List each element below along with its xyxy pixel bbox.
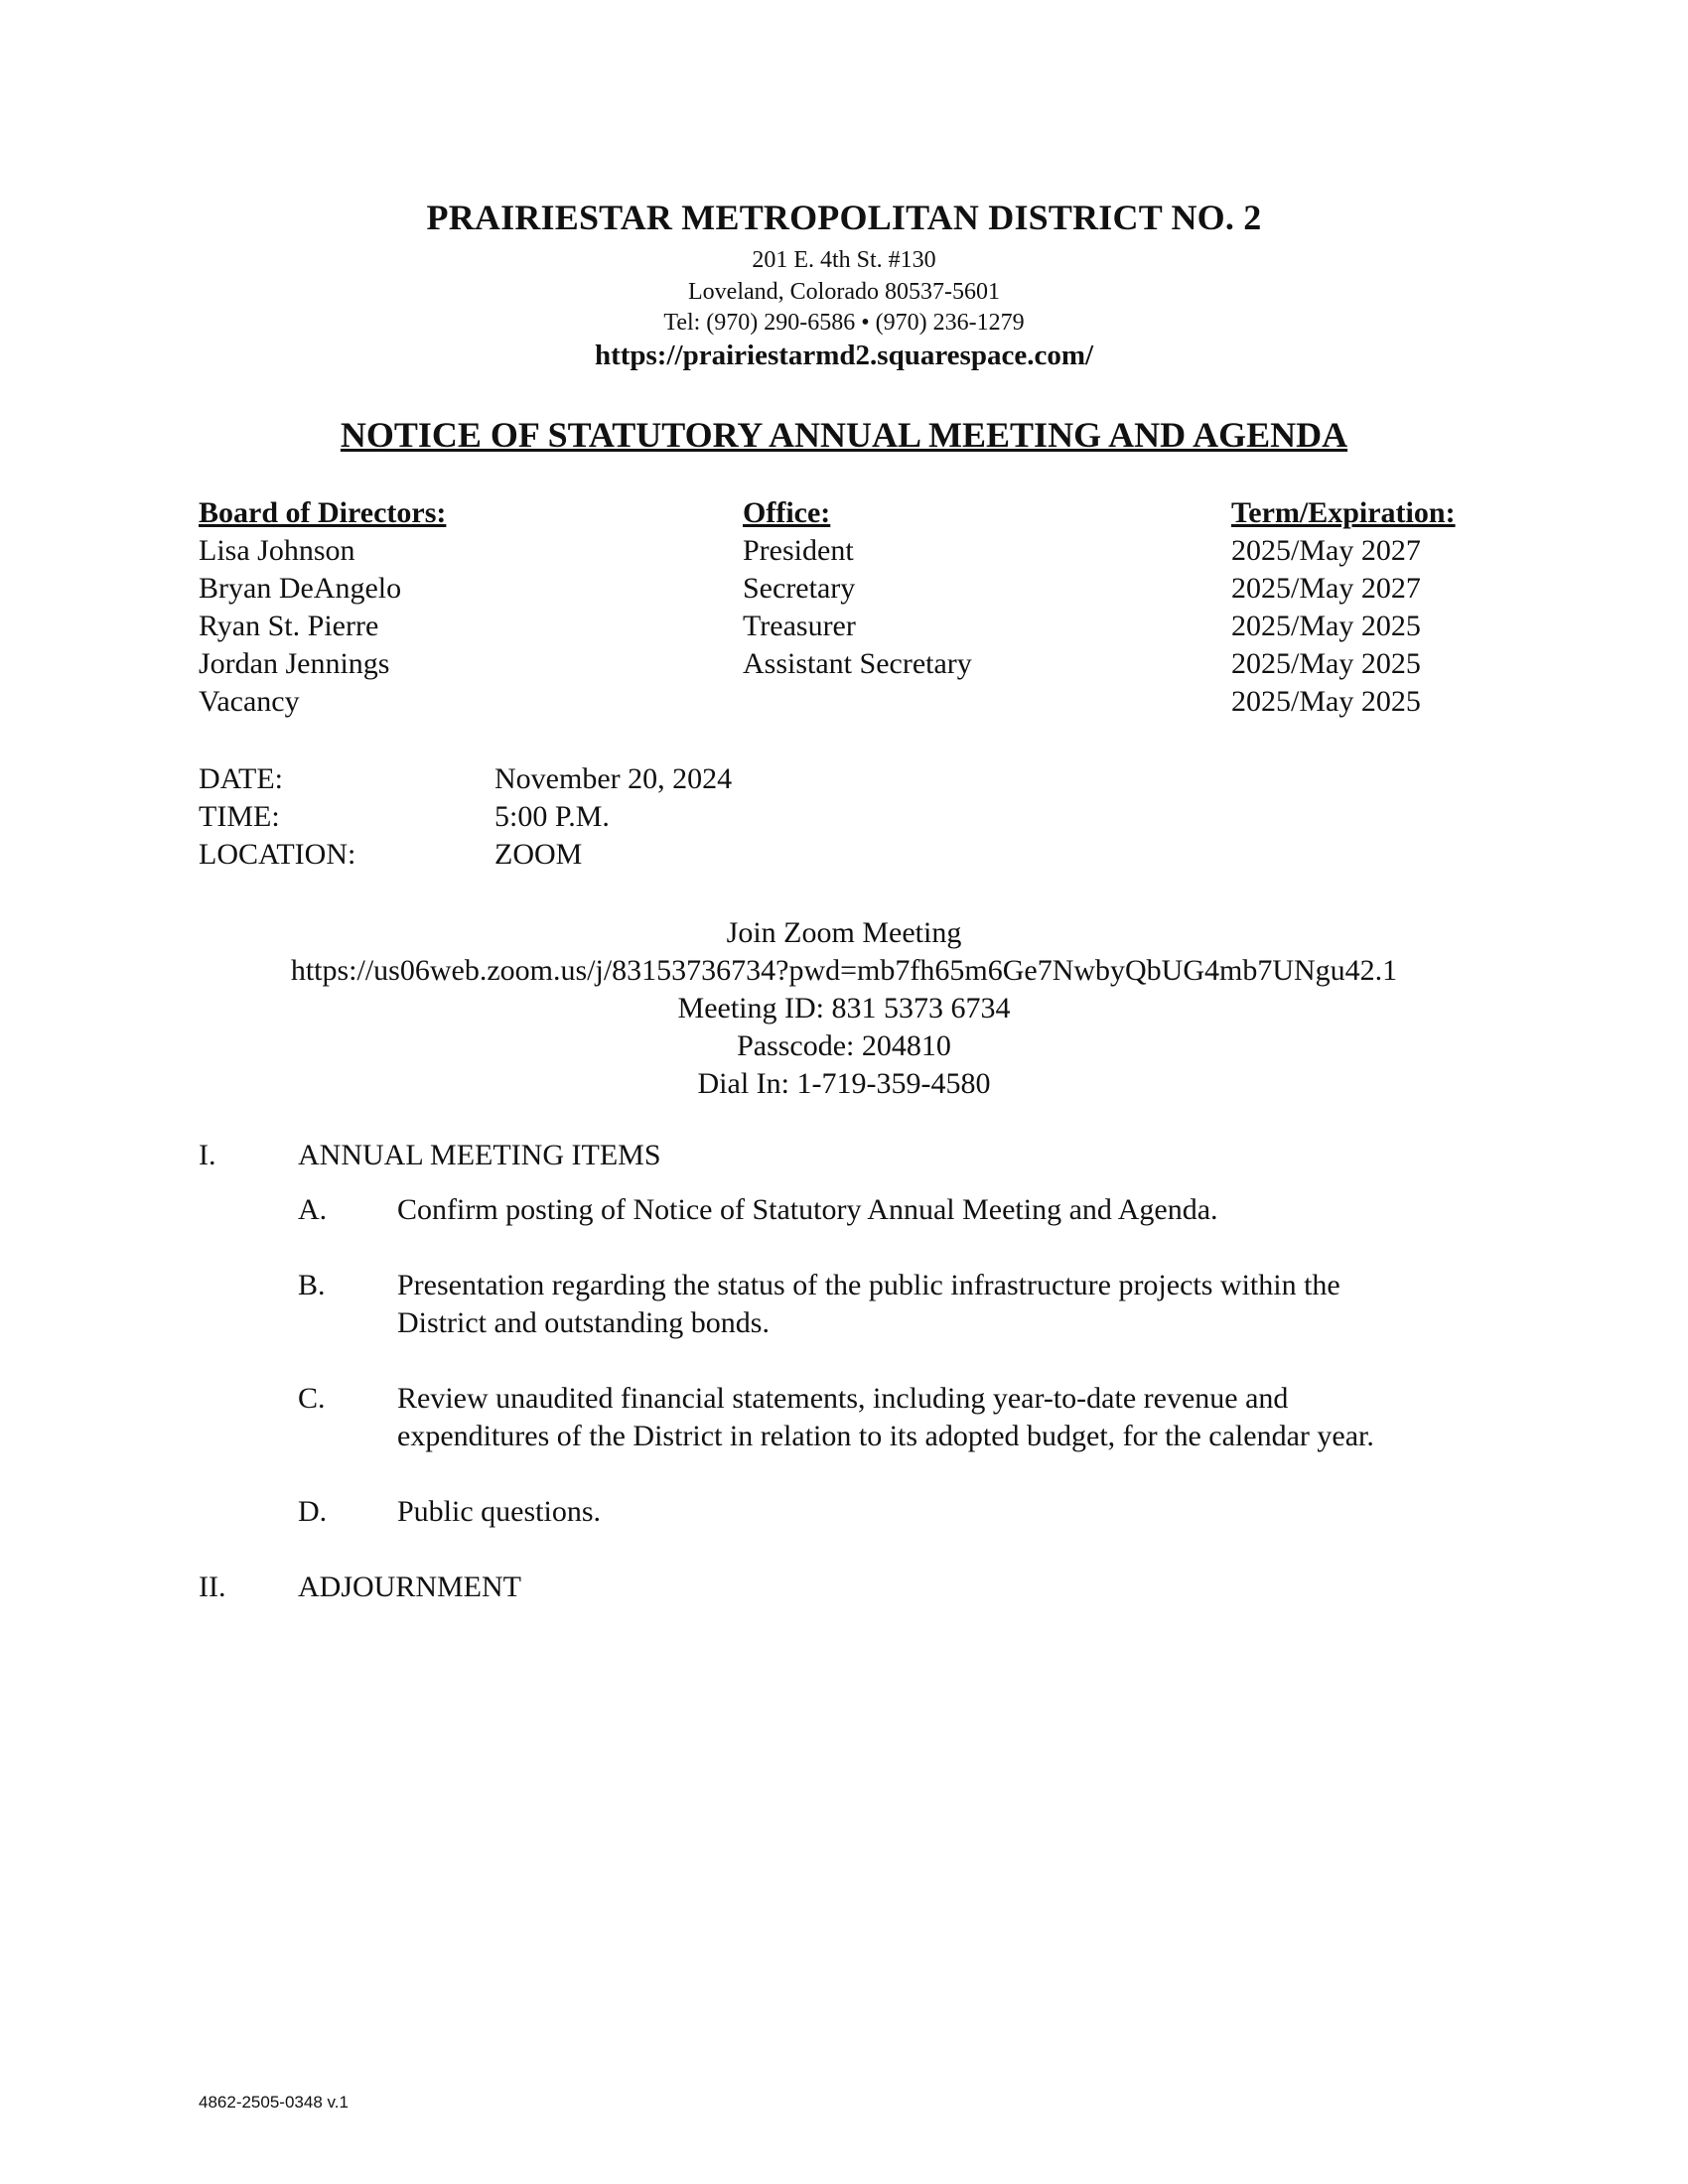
section-title: ANNUAL MEETING ITEMS: [298, 1139, 661, 1171]
time-label: TIME:: [199, 800, 280, 833]
time-value: 5:00 P.M.: [494, 800, 610, 833]
director-office: Assistant Secretary: [743, 647, 972, 680]
document-id: 4862-2505-0348 v.1: [199, 2093, 349, 2112]
item-text: [397, 1493, 1489, 1531]
board-row: [199, 608, 1489, 645]
item-text: [397, 1380, 1489, 1455]
board-row: [199, 570, 1489, 608]
item-line: Review unaudited financial statements, including year-to-date revenue and: [397, 1382, 1289, 1415]
director-term: 2025/May 2027: [1231, 572, 1421, 605]
director-term: 2025/May 2025: [1231, 647, 1421, 680]
director-name: Ryan St. Pierre: [199, 610, 379, 642]
item-text: [397, 1191, 1489, 1229]
date-value: November 20, 2024: [494, 762, 733, 795]
board-row: [199, 683, 1489, 721]
item-text: [397, 1267, 1489, 1342]
item-line: Presentation regarding the status of the public infrastructure projects within the: [397, 1269, 1340, 1301]
director-name: Jordan Jennings: [199, 647, 390, 680]
item-line: Public questions.: [397, 1495, 602, 1528]
director-term: 2025/May 2025: [1231, 610, 1421, 642]
board-header-name: Board of Directors:: [199, 496, 447, 529]
location-value: ZOOM: [494, 838, 583, 871]
district-title: PRAIRIESTAR METROPOLITAN DISTRICT NO. 2: [426, 198, 1262, 237]
director-term: 2025/May 2025: [1231, 685, 1421, 718]
board-header-row: [199, 494, 1489, 532]
board-table: [199, 494, 1489, 721]
address-street: 201 E. 4th St. #130: [752, 247, 936, 273]
item-line: Confirm posting of Notice of Statutory Annual Meeting and Agenda.: [397, 1193, 1218, 1226]
item-letter: A.: [298, 1193, 328, 1226]
board-row: [199, 645, 1489, 683]
zoom-info: [0, 914, 1688, 1103]
section-numeral: II.: [199, 1570, 226, 1603]
director-term: 2025/May 2027: [1231, 534, 1421, 567]
date-label: DATE:: [199, 762, 283, 795]
location-label: LOCATION:: [199, 838, 356, 871]
board-header-term: Term/Expiration:: [1231, 496, 1456, 529]
zoom-dial-in: Dial In: 1-719-359-4580: [697, 1067, 991, 1100]
section-numeral: I.: [199, 1139, 216, 1171]
item-letter: C.: [298, 1382, 326, 1415]
director-office: President: [743, 534, 854, 567]
address-city: Loveland, Colorado 80537-5601: [688, 279, 1000, 305]
board-row: [199, 532, 1489, 570]
notice-heading: NOTICE OF STATUTORY ANNUAL MEETING AND AGENDA: [340, 415, 1348, 455]
zoom-meeting-id: Meeting ID: 831 5373 6734: [677, 992, 1011, 1024]
website-link[interactable]: https://prairiestarmd2.squarespace.com/: [594, 340, 1094, 371]
phone-numbers: Tel: (970) 290-6586 • (970) 236-1279: [663, 310, 1025, 336]
director-office: Secretary: [743, 572, 856, 605]
director-name: Lisa Johnson: [199, 534, 355, 567]
board-header-office: Office:: [743, 496, 831, 529]
section-title: ADJOURNMENT: [298, 1570, 521, 1603]
item-letter: D.: [298, 1495, 328, 1528]
item-line: expenditures of the District in relation to its adopted budget, for the calendar year.: [397, 1420, 1374, 1452]
zoom-passcode: Passcode: 204810: [737, 1029, 951, 1062]
director-office: Treasurer: [743, 610, 856, 642]
zoom-link[interactable]: https://us06web.zoom.us/j/83153736734?pwd=mb7fh65m6Ge7NwbyQbUG4mb7UNgu42.1: [290, 954, 1398, 987]
director-name: Bryan DeAngelo: [199, 572, 402, 605]
zoom-join-text: Join Zoom Meeting: [726, 916, 962, 949]
item-line: District and outstanding bonds.: [397, 1306, 770, 1339]
item-letter: B.: [298, 1269, 326, 1301]
director-name: Vacancy: [199, 685, 300, 718]
